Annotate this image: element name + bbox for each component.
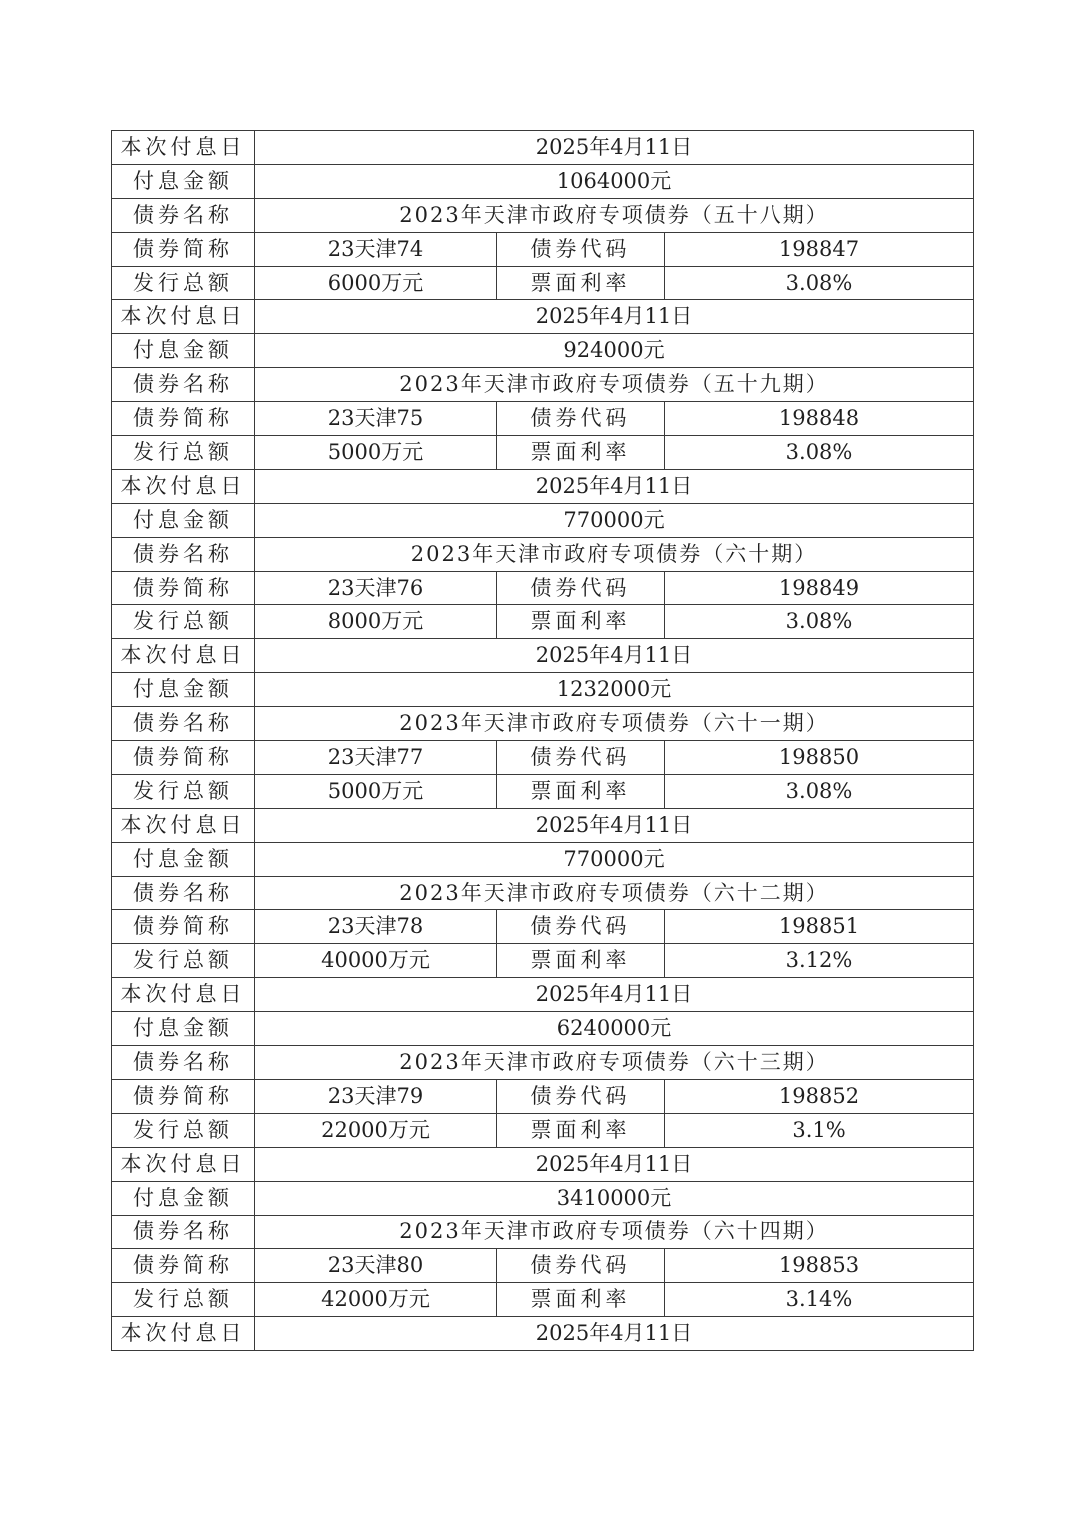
- pay-amount-label: 付息金额: [112, 673, 255, 707]
- table-row: [112, 300, 974, 334]
- bond-code-value: 198848: [665, 402, 974, 436]
- bond-code-label: 债券代码: [497, 571, 665, 605]
- issue-total-label: 发行总额: [112, 266, 255, 300]
- table-row: [112, 1181, 974, 1215]
- bond-name-label: 债券名称: [112, 1215, 255, 1249]
- bond-code-label: 债券代码: [497, 1079, 665, 1113]
- table-row: [112, 876, 974, 910]
- table-row: [112, 639, 974, 673]
- issue-total-value: 42000万元: [255, 1283, 497, 1317]
- table-row: [112, 402, 974, 436]
- issue-total-value: 8000万元: [255, 605, 497, 639]
- issue-total-value: 40000万元: [255, 944, 497, 978]
- bond-code-value: 198849: [665, 571, 974, 605]
- pay-amount-value: 3410000元: [255, 1181, 974, 1215]
- short-name-label: 债券简称: [112, 741, 255, 775]
- table-row: [112, 910, 974, 944]
- table-row: [112, 1079, 974, 1113]
- table-row: [112, 266, 974, 300]
- coupon-rate-label: 票面利率: [497, 266, 665, 300]
- pay-date-value: 2025年4月11日: [255, 300, 974, 334]
- short-name-label: 债券简称: [112, 232, 255, 266]
- short-name-value: 23天津77: [255, 741, 497, 775]
- bond-table-body: [112, 131, 974, 1351]
- table-row: [112, 198, 974, 232]
- short-name-label: 债券简称: [112, 571, 255, 605]
- bond-code-label: 债券代码: [497, 910, 665, 944]
- bond-name-value: 2023年天津市政府专项债券（五十八期）: [255, 198, 974, 232]
- coupon-rate-value: 3.08%: [665, 436, 974, 470]
- pay-amount-value: 770000元: [255, 503, 974, 537]
- bond-code-value: 198852: [665, 1079, 974, 1113]
- short-name-value: 23天津76: [255, 571, 497, 605]
- pay-date-value: 2025年4月11日: [255, 1147, 974, 1181]
- table-row: [112, 944, 974, 978]
- table-row: [112, 1249, 974, 1283]
- table-row: [112, 774, 974, 808]
- coupon-rate-value: 3.08%: [665, 605, 974, 639]
- bond-name-label: 债券名称: [112, 707, 255, 741]
- table-row: [112, 1147, 974, 1181]
- pay-date-value: 2025年4月11日: [255, 978, 974, 1012]
- short-name-value: 23天津75: [255, 402, 497, 436]
- pay-amount-value: 6240000元: [255, 1012, 974, 1046]
- short-name-label: 债券简称: [112, 402, 255, 436]
- bond-name-label: 债券名称: [112, 876, 255, 910]
- bond-code-value: 198850: [665, 741, 974, 775]
- pay-date-label: 本次付息日: [112, 808, 255, 842]
- bond-name-value: 2023年天津市政府专项债券（六十期）: [255, 537, 974, 571]
- table-row: [112, 605, 974, 639]
- pay-amount-label: 付息金额: [112, 1012, 255, 1046]
- table-row: [112, 503, 974, 537]
- table-row: [112, 334, 974, 368]
- coupon-rate-label: 票面利率: [497, 436, 665, 470]
- pay-date-label: 本次付息日: [112, 1147, 255, 1181]
- pay-date-label: 本次付息日: [112, 300, 255, 334]
- bond-code-value: 198847: [665, 232, 974, 266]
- table-row: [112, 741, 974, 775]
- table-row: [112, 1046, 974, 1080]
- table-row: [112, 1215, 974, 1249]
- table-row: [112, 673, 974, 707]
- issue-total-value: 6000万元: [255, 266, 497, 300]
- coupon-rate-value: 3.08%: [665, 774, 974, 808]
- pay-date-label: 本次付息日: [112, 131, 255, 165]
- issue-total-label: 发行总额: [112, 1113, 255, 1147]
- bond-name-value: 2023年天津市政府专项债券（五十九期）: [255, 368, 974, 402]
- short-name-value: 23天津80: [255, 1249, 497, 1283]
- issue-total-value: 22000万元: [255, 1113, 497, 1147]
- short-name-label: 债券简称: [112, 910, 255, 944]
- table-row: [112, 1113, 974, 1147]
- issue-total-label: 发行总额: [112, 774, 255, 808]
- pay-date-value: 2025年4月11日: [255, 639, 974, 673]
- pay-amount-label: 付息金额: [112, 1181, 255, 1215]
- table-row: [112, 368, 974, 402]
- coupon-rate-value: 3.08%: [665, 266, 974, 300]
- coupon-rate-label: 票面利率: [497, 944, 665, 978]
- table-row: [112, 232, 974, 266]
- bond-code-label: 债券代码: [497, 741, 665, 775]
- table-row: [112, 1317, 974, 1351]
- table-row: [112, 436, 974, 470]
- bond-interest-table: [111, 130, 974, 1351]
- bond-name-value: 2023年天津市政府专项债券（六十三期）: [255, 1046, 974, 1080]
- pay-date-label: 本次付息日: [112, 469, 255, 503]
- pay-amount-value: 924000元: [255, 334, 974, 368]
- pay-date-value: 2025年4月11日: [255, 808, 974, 842]
- bond-code-label: 债券代码: [497, 232, 665, 266]
- bond-name-value: 2023年天津市政府专项债券（六十四期）: [255, 1215, 974, 1249]
- issue-total-label: 发行总额: [112, 1283, 255, 1317]
- issue-total-value: 5000万元: [255, 774, 497, 808]
- pay-date-value: 2025年4月11日: [255, 469, 974, 503]
- bond-code-value: 198851: [665, 910, 974, 944]
- table-row: [112, 164, 974, 198]
- pay-amount-label: 付息金额: [112, 503, 255, 537]
- table-row: [112, 707, 974, 741]
- coupon-rate-value: 3.1%: [665, 1113, 974, 1147]
- short-name-value: 23天津79: [255, 1079, 497, 1113]
- pay-date-label: 本次付息日: [112, 1317, 255, 1351]
- issue-total-value: 5000万元: [255, 436, 497, 470]
- bond-code-label: 债券代码: [497, 1249, 665, 1283]
- issue-total-label: 发行总额: [112, 605, 255, 639]
- table-row: [112, 537, 974, 571]
- short-name-label: 债券简称: [112, 1079, 255, 1113]
- table-row: [112, 1012, 974, 1046]
- coupon-rate-label: 票面利率: [497, 1113, 665, 1147]
- pay-amount-label: 付息金额: [112, 334, 255, 368]
- bond-code-label: 债券代码: [497, 402, 665, 436]
- bond-name-label: 债券名称: [112, 368, 255, 402]
- table-row: [112, 1283, 974, 1317]
- issue-total-label: 发行总额: [112, 436, 255, 470]
- table-row: [112, 571, 974, 605]
- pay-date-label: 本次付息日: [112, 978, 255, 1012]
- bond-name-label: 债券名称: [112, 198, 255, 232]
- bond-name-label: 债券名称: [112, 537, 255, 571]
- pay-date-label: 本次付息日: [112, 639, 255, 673]
- short-name-value: 23天津78: [255, 910, 497, 944]
- short-name-value: 23天津74: [255, 232, 497, 266]
- table-row: [112, 131, 974, 165]
- issue-total-label: 发行总额: [112, 944, 255, 978]
- coupon-rate-label: 票面利率: [497, 605, 665, 639]
- pay-amount-value: 770000元: [255, 842, 974, 876]
- pay-amount-label: 付息金额: [112, 842, 255, 876]
- pay-date-value: 2025年4月11日: [255, 1317, 974, 1351]
- bond-name-value: 2023年天津市政府专项债券（六十二期）: [255, 876, 974, 910]
- coupon-rate-value: 3.14%: [665, 1283, 974, 1317]
- table-row: [112, 842, 974, 876]
- table-row: [112, 808, 974, 842]
- coupon-rate-value: 3.12%: [665, 944, 974, 978]
- bond-name-value: 2023年天津市政府专项债券（六十一期）: [255, 707, 974, 741]
- bond-name-label: 债券名称: [112, 1046, 255, 1080]
- pay-amount-label: 付息金额: [112, 164, 255, 198]
- coupon-rate-label: 票面利率: [497, 774, 665, 808]
- bond-code-value: 198853: [665, 1249, 974, 1283]
- short-name-label: 债券简称: [112, 1249, 255, 1283]
- table-row: [112, 978, 974, 1012]
- pay-amount-value: 1232000元: [255, 673, 974, 707]
- pay-date-value: 2025年4月11日: [255, 131, 974, 165]
- coupon-rate-label: 票面利率: [497, 1283, 665, 1317]
- table-row: [112, 469, 974, 503]
- pay-amount-value: 1064000元: [255, 164, 974, 198]
